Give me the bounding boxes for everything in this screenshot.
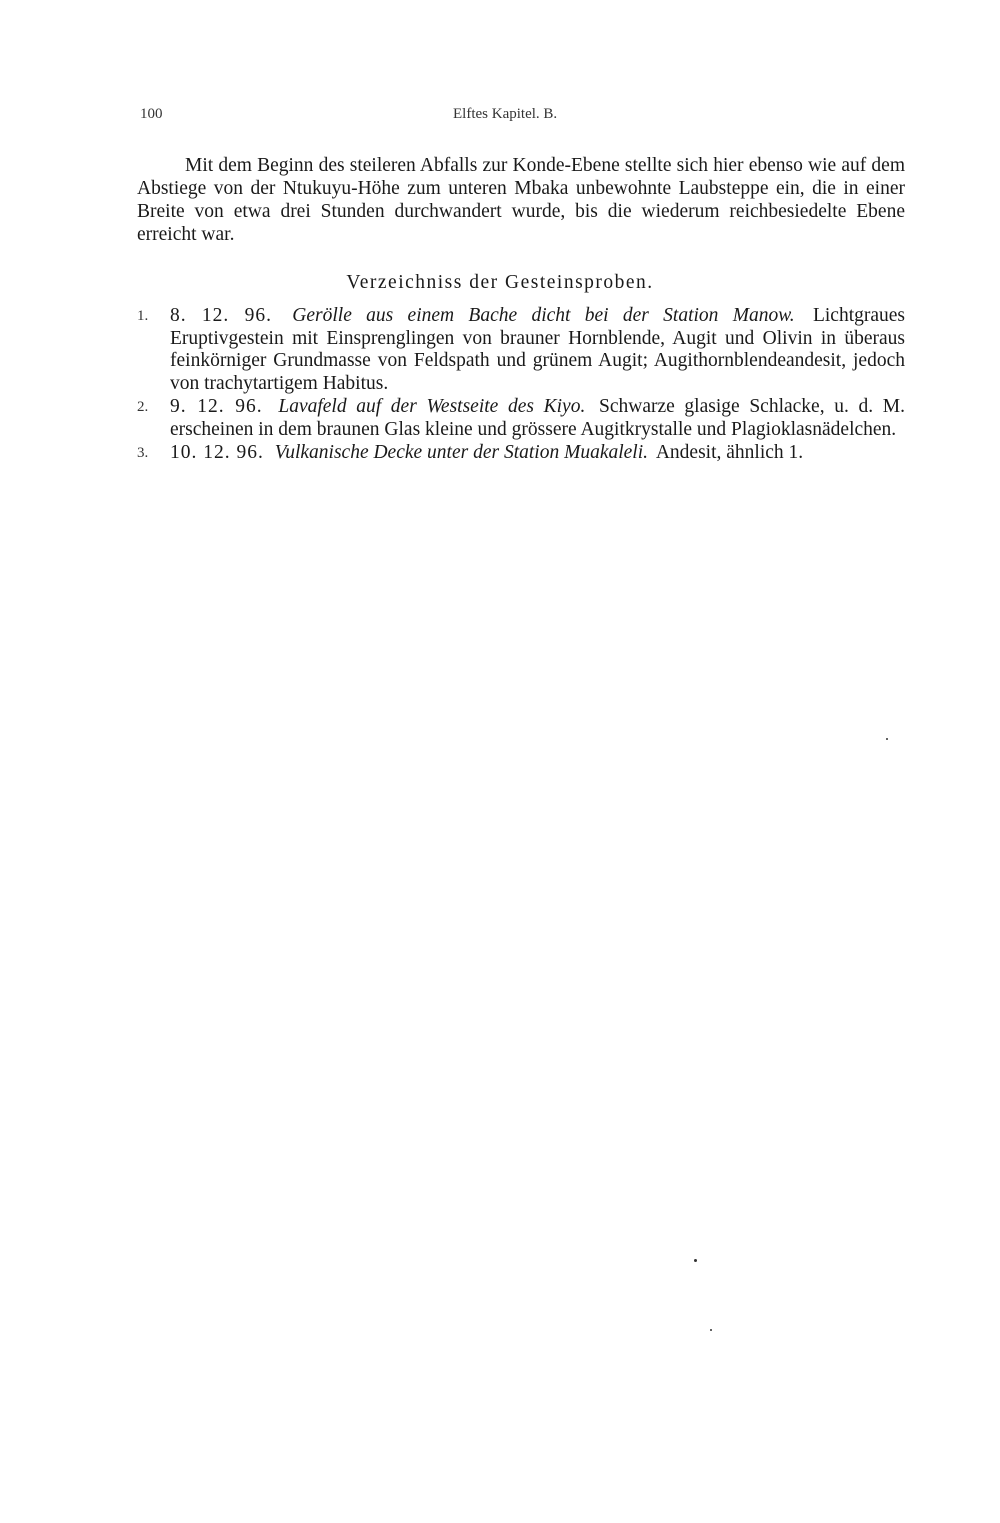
sample-description: Schwarze glasige Schlacke, u. d. M. erscheinen in dem braunen Glas kleine und grössere Augitkrystalle und Plagioklasnädelchen. xyxy=(170,396,906,440)
page-number: 100 xyxy=(140,106,163,122)
sample-list xyxy=(137,305,905,466)
sample-description: Lichtgraues Eruptivgestein mit Einsprenglingen von brauner Hornblende, Augit und Olivin in überaus feinkörniger Grundmasse von Feldspath und grünem Augit; Augithornblendeandesit, jedoch von trachytartigem Habitus. xyxy=(170,305,906,394)
sample-date: 8. 12. 96. xyxy=(170,305,272,326)
list-item xyxy=(137,396,905,441)
sample-date: 9. 12. 96. xyxy=(170,396,263,417)
sample-date: 10. 12. 96. xyxy=(170,442,264,463)
scan-speck xyxy=(886,738,888,740)
scan-speck xyxy=(694,1259,697,1262)
list-item xyxy=(137,305,905,395)
list-item xyxy=(137,442,905,465)
sample-number: 1. xyxy=(137,308,149,324)
sample-location: Lavafeld auf der Westseite des Kiyo. xyxy=(278,396,586,417)
scan-speck xyxy=(710,1329,712,1331)
section-heading: Verzeichniss der Gesteinsproben. xyxy=(346,272,654,293)
page-header xyxy=(0,106,1000,130)
sample-description: Andesit, ähnlich 1. xyxy=(655,442,804,463)
sample-number: 2. xyxy=(137,399,149,415)
sample-location: Gerölle aus einem Bache dicht bei der Station Manow. xyxy=(292,305,795,326)
intro-paragraph: Mit dem Beginn des steileren Abfalls zur Konde-Ebene stellte sich hier ebenso wie auf dem Abstiege von der Ntukuyu-Höhe zum unteren Mbaka unbewohnte Laubsteppe ein, die in einer Breite von etwa drei Stunden durchwandert wurde, bis die wiederum reichbesiedelte Ebene erreicht war. xyxy=(137,155,905,245)
running-head: Elftes Kapitel. B. xyxy=(453,106,558,122)
sample-location: Vulkanische Decke unter der Station Muakaleli. xyxy=(274,442,649,463)
sample-number: 3. xyxy=(137,445,149,461)
